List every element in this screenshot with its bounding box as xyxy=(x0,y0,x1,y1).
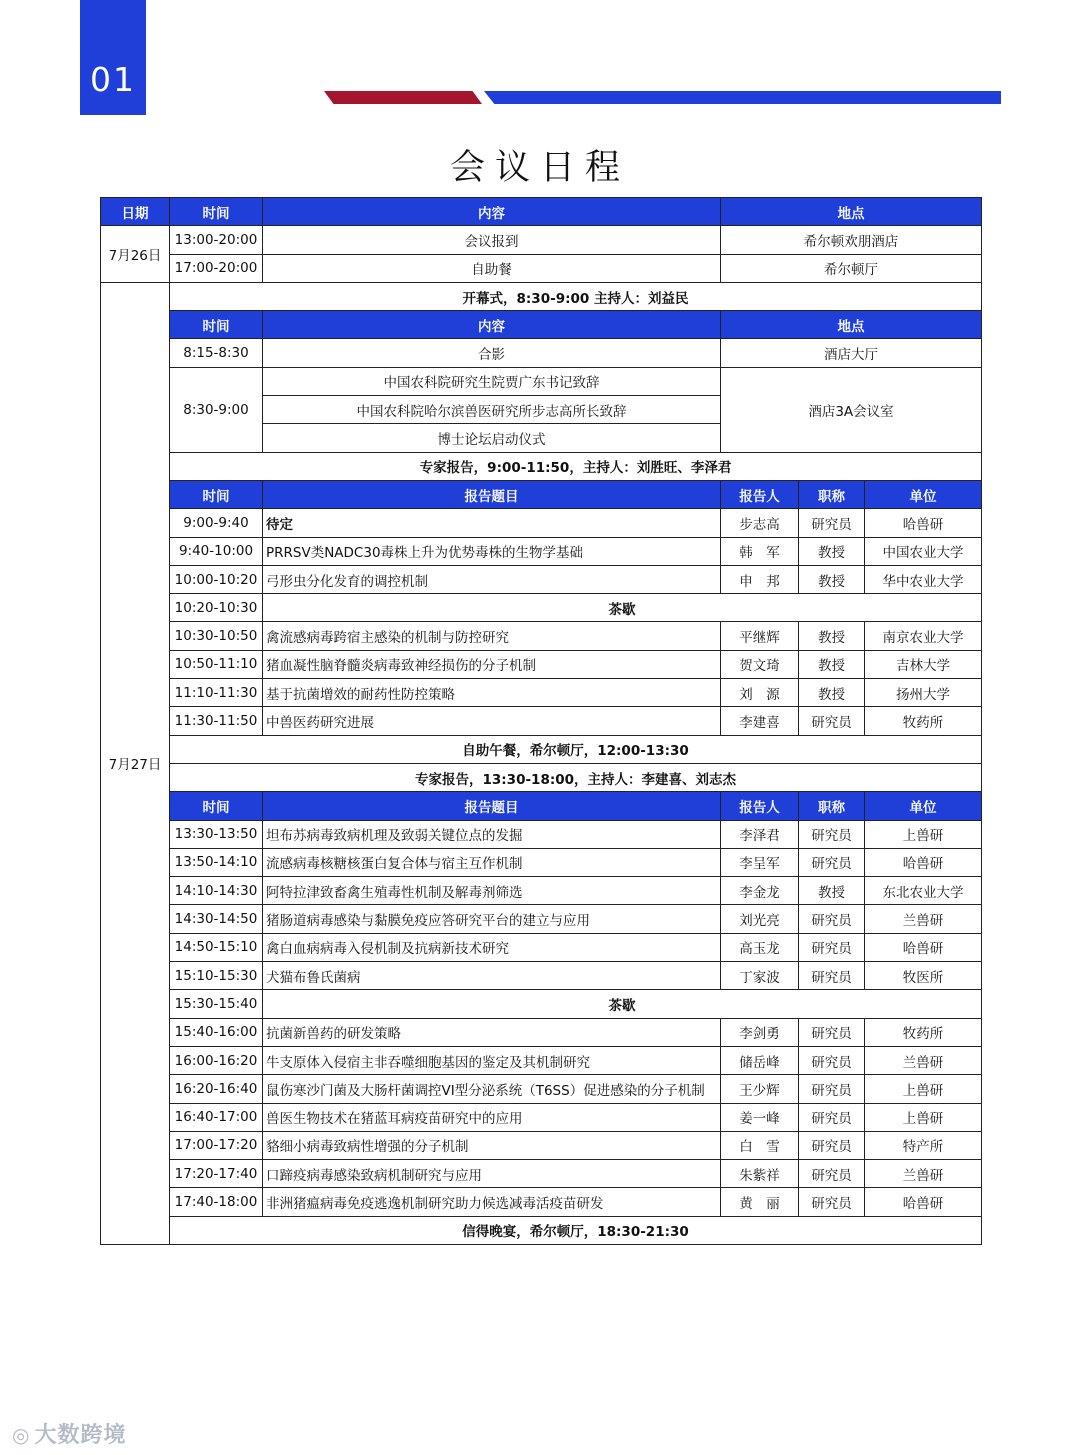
watermark xyxy=(12,1418,126,1449)
talk-unit: 哈兽研 xyxy=(865,933,982,961)
talk-speaker: 李建喜 xyxy=(721,707,799,735)
talk-job-title: 研究员 xyxy=(799,1046,865,1074)
talk-time: 13:50-14:10 xyxy=(170,848,263,876)
day1-content: 会议报到 xyxy=(263,226,721,254)
header-content: 内容 xyxy=(263,311,721,339)
opening-photo-row xyxy=(101,339,982,367)
talk-topic: PRRSV类NADC30毒株上升为优势毒株的生物学基础 xyxy=(263,537,721,565)
talk-topic: 抗菌新兽药的研发策略 xyxy=(263,1018,721,1046)
talk-row xyxy=(101,537,982,565)
photo-content: 合影 xyxy=(263,339,721,367)
speech-content: 中国农科院研究生院贾广东书记致辞 xyxy=(263,367,721,395)
page-title: 会议日程 xyxy=(449,148,630,188)
talk-speaker: 申 邦 xyxy=(721,565,799,593)
talk-job-title: 教授 xyxy=(799,622,865,650)
talk-job-title: 研究员 xyxy=(799,1188,865,1216)
talk-unit: 兰兽研 xyxy=(865,1046,982,1074)
header-content: 内容 xyxy=(263,198,721,226)
day1-time: 13:00-20:00 xyxy=(170,226,263,254)
talk-topic: 貉细小病毒致病性增强的分子机制 xyxy=(263,1131,721,1159)
day1-location: 希尔顿欢朋酒店 xyxy=(721,226,982,254)
speech-time: 8:30-9:00 xyxy=(170,367,263,452)
talk-unit: 哈兽研 xyxy=(865,1188,982,1216)
header-time: 时间 xyxy=(170,792,263,820)
talk-time: 10:00-10:20 xyxy=(170,565,263,593)
decorative-blue-stripe xyxy=(484,91,1001,104)
schedule-table xyxy=(100,197,982,1245)
talk-unit: 牧药所 xyxy=(865,1018,982,1046)
page-number: 01 xyxy=(90,60,136,99)
talk-time: 9:40-10:00 xyxy=(170,537,263,565)
talk-unit: 哈兽研 xyxy=(865,848,982,876)
talk-job-title: 研究员 xyxy=(799,1131,865,1159)
lunch-row xyxy=(101,735,982,763)
talk-unit: 上兽研 xyxy=(865,1103,982,1131)
talk-row xyxy=(101,679,982,707)
talk-time: 10:50-11:10 xyxy=(170,650,263,678)
talk-time: 16:00-16:20 xyxy=(170,1046,263,1074)
talk-row xyxy=(101,1160,982,1188)
talk-speaker: 贺文琦 xyxy=(721,650,799,678)
talk-row xyxy=(101,707,982,735)
talk-time: 14:10-14:30 xyxy=(170,877,263,905)
talk-speaker: 姜一峰 xyxy=(721,1103,799,1131)
talk-unit: 上兽研 xyxy=(865,1075,982,1103)
talk-time: 10:30-10:50 xyxy=(170,622,263,650)
talk-time: 15:40-16:00 xyxy=(170,1018,263,1046)
talk-speaker: 李泽君 xyxy=(721,820,799,848)
talk-row xyxy=(101,877,982,905)
talk-unit: 吉林大学 xyxy=(865,650,982,678)
talk-topic: 流感病毒核糖核蛋白复合体与宿主互作机制 xyxy=(263,848,721,876)
talk-time: 9:00-9:40 xyxy=(170,509,263,537)
talk-unit: 东北农业大学 xyxy=(865,877,982,905)
opening-speech-row xyxy=(101,367,982,395)
talk-row xyxy=(101,1018,982,1046)
talk-unit: 兰兽研 xyxy=(865,1160,982,1188)
talk-row xyxy=(101,1103,982,1131)
talk-speaker: 李金龙 xyxy=(721,877,799,905)
talk-topic: 中兽医药研究进展 xyxy=(263,707,721,735)
talk-job-title: 研究员 xyxy=(799,707,865,735)
talk-time: 15:10-15:30 xyxy=(170,962,263,990)
talk-job-title: 教授 xyxy=(799,679,865,707)
opening-title-row xyxy=(101,282,982,310)
talk-topic: 兽医生物技术在猪蓝耳病疫苗研究中的应用 xyxy=(263,1103,721,1131)
talk-row xyxy=(101,565,982,593)
talk-topic: 鼠伤寒沙门菌及大肠杆菌调控VI型分泌系统（T6SS）促进感染的分子机制 xyxy=(263,1075,721,1103)
talk-speaker: 白 雪 xyxy=(721,1131,799,1159)
talk-job-title: 研究员 xyxy=(799,905,865,933)
talk-time: 11:30-11:50 xyxy=(170,707,263,735)
break-label: 茶歇 xyxy=(263,990,982,1018)
talk-speaker: 李剑勇 xyxy=(721,1018,799,1046)
speech-location: 酒店3A会议室 xyxy=(721,367,982,452)
tea-break-row xyxy=(101,594,982,622)
decorative-red-stripe xyxy=(324,91,482,104)
header-time: 时间 xyxy=(170,311,263,339)
talk-time: 13:30-13:50 xyxy=(170,820,263,848)
table-header xyxy=(101,198,982,226)
talk-topic: 坦布苏病毒致病机理及致弱关键位点的发掘 xyxy=(263,820,721,848)
talk-job-title: 研究员 xyxy=(799,933,865,961)
talk-time: 14:30-14:50 xyxy=(170,905,263,933)
talk-job-title: 研究员 xyxy=(799,1160,865,1188)
photo-time: 8:15-8:30 xyxy=(170,339,263,367)
day1-location: 希尔顿厅 xyxy=(721,254,982,282)
talk-speaker: 储岳峰 xyxy=(721,1046,799,1074)
talk-topic: 禽流感病毒跨宿主感染的机制与防控研究 xyxy=(263,622,721,650)
talk-row xyxy=(101,650,982,678)
talk-job-title: 研究员 xyxy=(799,1075,865,1103)
talk-row xyxy=(101,1131,982,1159)
session2-title-row xyxy=(101,763,982,791)
talk-speaker: 朱紫祥 xyxy=(721,1160,799,1188)
talk-speaker: 王少辉 xyxy=(721,1075,799,1103)
talk-job-title: 教授 xyxy=(799,565,865,593)
header-time: 时间 xyxy=(170,480,263,508)
talk-time: 17:20-17:40 xyxy=(170,1160,263,1188)
talk-topic: 待定 xyxy=(263,509,721,537)
dinner: 信得晚宴，希尔顿厅，18:30-21:30 xyxy=(170,1216,982,1244)
header-unit: 单位 xyxy=(865,792,982,820)
day2-date: 7月27日 xyxy=(101,282,170,1244)
break-time: 15:30-15:40 xyxy=(170,990,263,1018)
talk-time: 11:10-11:30 xyxy=(170,679,263,707)
header-report-title: 报告题目 xyxy=(263,792,721,820)
dinner-row xyxy=(101,1216,982,1244)
talk-unit: 哈兽研 xyxy=(865,509,982,537)
talk-unit: 牧药所 xyxy=(865,707,982,735)
talk-job-title: 研究员 xyxy=(799,820,865,848)
header-speaker: 报告人 xyxy=(721,792,799,820)
session1-title: 专家报告，9:00-11:50，主持人：刘胜旺、李泽君 xyxy=(170,452,982,480)
header-job-title: 职称 xyxy=(799,792,865,820)
talk-job-title: 教授 xyxy=(799,537,865,565)
talk-unit: 特产所 xyxy=(865,1131,982,1159)
talk-unit: 牧医所 xyxy=(865,962,982,990)
talk-job-title: 研究员 xyxy=(799,962,865,990)
talk-unit: 中国农业大学 xyxy=(865,537,982,565)
lunch: 自助午餐，希尔顿厅，12:00-13:30 xyxy=(170,735,982,763)
day1-time: 17:00-20:00 xyxy=(170,254,263,282)
header-unit: 单位 xyxy=(865,480,982,508)
talk-speaker: 李呈军 xyxy=(721,848,799,876)
talk-topic: 禽白血病病毒入侵机制及抗病新技术研究 xyxy=(263,933,721,961)
talk-row xyxy=(101,1075,982,1103)
day1-date: 7月26日 xyxy=(101,226,170,283)
opening-header xyxy=(101,311,982,339)
talk-job-title: 研究员 xyxy=(799,1103,865,1131)
day1-row xyxy=(101,254,982,282)
talk-job-title: 研究员 xyxy=(799,848,865,876)
talk-row xyxy=(101,1046,982,1074)
talk-topic: 基于抗菌增效的耐药性防控策略 xyxy=(263,679,721,707)
talk-job-title: 教授 xyxy=(799,650,865,678)
session1-header xyxy=(101,480,982,508)
talk-topic: 口蹄疫病毒感染致病机制研究与应用 xyxy=(263,1160,721,1188)
talk-job-title: 研究员 xyxy=(799,1018,865,1046)
header-location: 地点 xyxy=(721,311,982,339)
day1-content: 自助餐 xyxy=(263,254,721,282)
talk-unit: 兰兽研 xyxy=(865,905,982,933)
talk-unit: 上兽研 xyxy=(865,820,982,848)
opening-title: 开幕式，8:30-9:00 主持人：刘益民 xyxy=(170,282,982,310)
header-time: 时间 xyxy=(170,198,263,226)
header-date: 日期 xyxy=(101,198,170,226)
talk-topic: 犬猫布鲁氏菌病 xyxy=(263,962,721,990)
speech-content: 中国农科院哈尔滨兽医研究所步志高所长致辞 xyxy=(263,396,721,424)
talk-speaker: 刘 源 xyxy=(721,679,799,707)
header-report-title: 报告题目 xyxy=(263,480,721,508)
talk-time: 16:20-16:40 xyxy=(170,1075,263,1103)
talk-topic: 非洲猪瘟病毒免疫逃逸机制研究助力候选减毒活疫苗研发 xyxy=(263,1188,721,1216)
talk-unit: 华中农业大学 xyxy=(865,565,982,593)
talk-row xyxy=(101,1188,982,1216)
talk-row xyxy=(101,962,982,990)
header-location: 地点 xyxy=(721,198,982,226)
session1-title-row xyxy=(101,452,982,480)
talk-speaker: 韩 军 xyxy=(721,537,799,565)
break-time: 10:20-10:30 xyxy=(170,594,263,622)
talk-time: 16:40-17:00 xyxy=(170,1103,263,1131)
talk-row xyxy=(101,933,982,961)
page-number-badge xyxy=(80,0,146,115)
talk-speaker: 平继辉 xyxy=(721,622,799,650)
talk-topic: 弓形虫分化发育的调控机制 xyxy=(263,565,721,593)
talk-job-title: 教授 xyxy=(799,877,865,905)
talk-topic: 猪血凝性脑脊髓炎病毒致神经损伤的分子机制 xyxy=(263,650,721,678)
tea-break-row xyxy=(101,990,982,1018)
talk-speaker: 刘光亮 xyxy=(721,905,799,933)
day1-row xyxy=(101,226,982,254)
talk-row xyxy=(101,848,982,876)
talk-speaker: 丁家波 xyxy=(721,962,799,990)
session2-header xyxy=(101,792,982,820)
photo-location: 酒店大厅 xyxy=(721,339,982,367)
talk-unit: 南京农业大学 xyxy=(865,622,982,650)
talk-row xyxy=(101,622,982,650)
talk-topic: 猪肠道病毒感染与黏膜免疫应答研究平台的建立与应用 xyxy=(263,905,721,933)
header-job-title: 职称 xyxy=(799,480,865,508)
talk-topic: 阿特拉津致畜禽生殖毒性机制及解毒剂筛选 xyxy=(263,877,721,905)
break-label: 茶歇 xyxy=(263,594,982,622)
talk-topic: 牛支原体入侵宿主非吞噬细胞基因的鉴定及其机制研究 xyxy=(263,1046,721,1074)
watermark-text: 大数跨境 xyxy=(34,1423,127,1448)
talk-time: 17:00-17:20 xyxy=(170,1131,263,1159)
talk-speaker: 高玉龙 xyxy=(721,933,799,961)
talk-time: 17:40-18:00 xyxy=(170,1188,263,1216)
header-speaker: 报告人 xyxy=(721,480,799,508)
talk-speaker: 黄 丽 xyxy=(721,1188,799,1216)
talk-row xyxy=(101,509,982,537)
talk-row xyxy=(101,905,982,933)
talk-row xyxy=(101,820,982,848)
talk-job-title: 研究员 xyxy=(799,509,865,537)
session2-title: 专家报告，13:30-18:00，主持人：李建喜、刘志杰 xyxy=(170,763,982,791)
talk-speaker: 步志高 xyxy=(721,509,799,537)
speech-content: 博士论坛启动仪式 xyxy=(263,424,721,452)
talk-time: 14:50-15:10 xyxy=(170,933,263,961)
watermark-logo-icon: ◎ xyxy=(12,1423,31,1447)
talk-unit: 扬州大学 xyxy=(865,679,982,707)
